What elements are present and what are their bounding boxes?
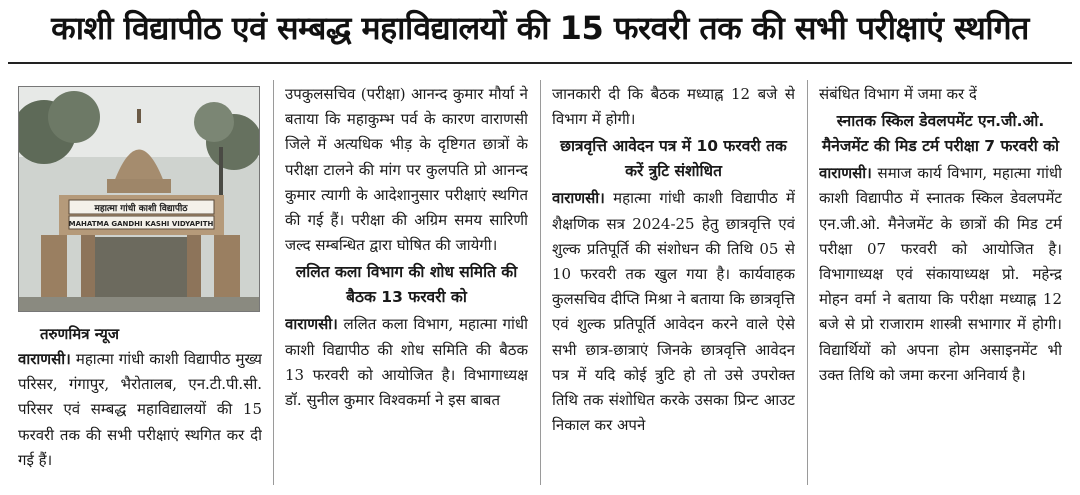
byline: तरुणमित्र न्यूज: [40, 325, 119, 343]
dateline: वाराणसी।: [552, 189, 605, 208]
gate-sign-hindi: महात्मा गांधी काशी विद्यापीठ: [94, 204, 188, 214]
subheading-scholarship: छात्रवृत्ति आवेदन पत्र में 10 फरवरी तक करें त्रुटि संशोधित: [560, 137, 787, 181]
dateline: वाराणसी।: [285, 315, 338, 334]
article-4-body: [819, 161, 1062, 388]
article-3-continued: संबंधित विभाग में जमा कर दें: [819, 85, 977, 103]
article-3-text: महात्मा गांधी काशी विद्यापीठ में शैक्षणिक सत्र 2024-25 हेतु छात्रवृत्ति एवं शुल्क प्रतिपूर्ति की संशोधन की तिथि 05 से 10 फरवरी तक खुल गया है। कार्यवाहक कुलसचिव दीप्ति मिश्रा ने बताया कि छात्रवृत्ति एवं शुल्क प्रतिपूर्ति आवेदन करने वाले ऐसे सभी छात्र-छात्राएं जिनके छात्रवृत्ति आवेदन पत्र में यदि कोई त्रुटि हो तो उसे उपरोक्त तिथि तक संशोधित करके उसका प्रिन्ट आउट निकाल कर अपने: [552, 189, 795, 435]
column-4: [819, 82, 1062, 487]
article-3-body: [552, 186, 795, 438]
column-divider: [540, 80, 541, 485]
article-2-text: ललित कला विभाग, महात्मा गांधी काशी विद्यापीठ की शोध समिति की बैठक 13 फरवरी को आयोजित है। विभागाध्यक्ष डॉ. सुनील कुमार विश्वकर्मा ने इस बाबत: [285, 315, 528, 410]
article-2-body: [285, 312, 528, 413]
subheading-lalit-kala: ललित कला विभाग की शोध समिति की बैठक 13 फरवरी को: [295, 263, 518, 307]
article-1-text: महात्मा गांधी काशी विद्यापीठ मुख्य परिसर, गंगापुर, भैरोतालब, एन.टी.पी.सी. परिसर एवं सम्बद्ध महाविद्यालयों की 15 फरवरी तक की सभी परीक्षाएं स्थगित कर दी गई हैं।: [18, 350, 262, 469]
gate-illustration: [19, 87, 259, 311]
article-4-text: समाज कार्य विभाग, महात्मा गांधी काशी विद्यापीठ में स्नातक स्किल डेवलपमेंट एन.जी.ओ. मैनेजमेंट के छात्रों की मिड टर्म परीक्षा 07 फरवरी को आयोजित है। विभागाध्यक्ष एवं संकायाध्यक्ष प्रो. महेन्द्र मोहन वर्मा ने बताया कि परीक्षा मध्याह्न 12 बजे से प्रो राजाराम शास्त्री सभागार में होगी। विद्यार्थियों को अपना होम असाइनमेंट भी उक्त तिथि को जमा करना अनिवार्य है।: [819, 164, 1062, 384]
column-divider: [807, 80, 808, 485]
article-1-continued: उपकुलसचिव (परीक्षा) आनन्द कुमार मौर्या ने बताया कि महाकुम्भ पर्व के कारण वाराणसी जिले में अत्यधिक भीड़ के दृष्टिगत छात्रों के परीक्षा टालने की मांग पर कुलपति प्रो आनन्द कुमार त्यागी के आदेशानुसार परीक्षाएं स्थगित की गई हैं। परीक्षा की अग्रिम समय सारिणी जल्द सम्बन्धित द्वारा घोषित की जायेगी।: [285, 85, 528, 255]
column-3: [552, 82, 795, 487]
headline-rule: [8, 62, 1072, 64]
dateline: वाराणसी।: [819, 164, 872, 183]
column-1: [18, 322, 262, 482]
subheading-skill-development: स्नातक स्किल डेवलपमेंट एन.जी.ओ. मैनेजमेंट की मिड टर्म परीक्षा 7 फरवरी को: [821, 112, 1060, 156]
dateline: वाराणसी।: [18, 350, 71, 368]
gate-sign-english: MAHATMA GANDHI KASHI VIDYAPITH: [68, 220, 214, 228]
article-2-continued: जानकारी दी कि बैठक मध्याह्न 12 बजे से विभाग में होगी।: [552, 85, 795, 129]
column-2: [285, 82, 528, 487]
article-1-body: [18, 347, 262, 473]
university-gate-photo: [18, 86, 260, 312]
headline: काशी विद्यापीठ एवं सम्बद्ध महाविद्यालयों की 15 फरवरी तक की सभी परीक्षाएं स्थगित: [51, 9, 1029, 47]
column-divider: [273, 80, 274, 485]
